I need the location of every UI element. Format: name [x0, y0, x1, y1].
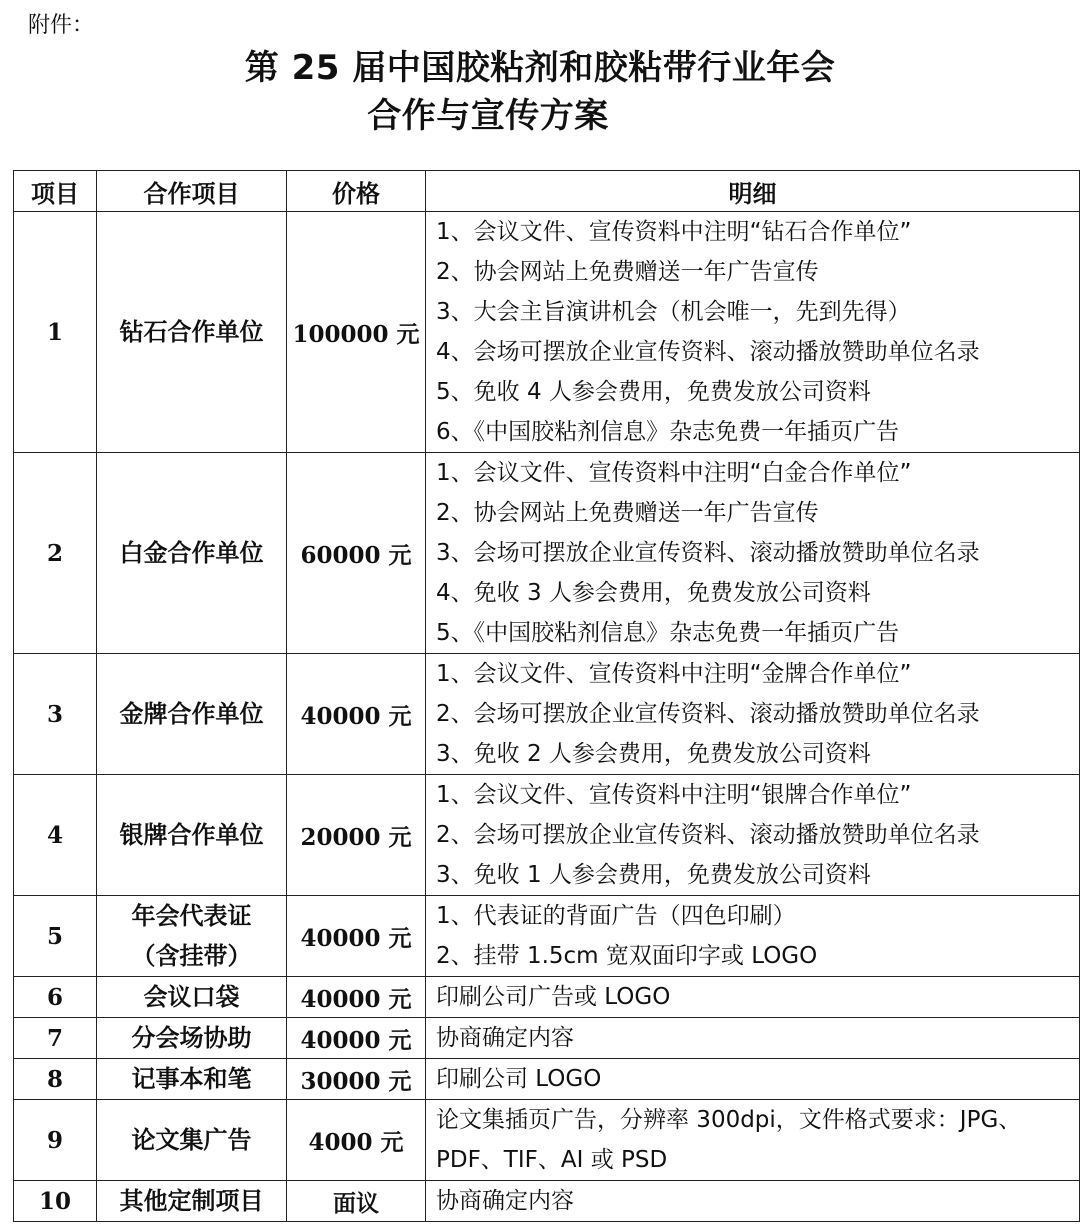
page-title: 第 25 届中国胶粘剂和胶粘带行业年会	[244, 48, 836, 88]
detail-line: 1、会议文件、宣传资料中注明“白金合作单位”	[436, 460, 912, 486]
table-row	[14, 775, 1080, 896]
detail-line: 5、《中国胶粘剂信息》杂志免费一年插页广告	[436, 620, 900, 646]
detail-line: 3、免收 2 人参会费用，免费发放公司资料	[436, 741, 871, 767]
table-row	[14, 654, 1080, 775]
row-price: 20000 元	[287, 775, 426, 896]
row-price: 60000 元	[287, 453, 426, 654]
detail-line: 1、会议文件、宣传资料中注明“银牌合作单位”	[436, 782, 912, 808]
row-item-name: 论文集广告	[97, 1100, 287, 1181]
header-price: 价格	[287, 171, 426, 212]
header-item-no: 项目	[14, 171, 97, 212]
table-row	[14, 1059, 1080, 1100]
row-price: 40000 元	[287, 977, 426, 1018]
detail-line: 论文集插页广告，分辨率 300dpi，文件格式要求：JPG、	[436, 1107, 1022, 1133]
row-details	[426, 977, 1080, 1018]
row-number: 8	[14, 1059, 97, 1100]
row-item-name: 会议口袋	[97, 977, 287, 1018]
row-price: 40000 元	[287, 896, 426, 977]
item-name-line: 年会代表证	[131, 902, 252, 930]
row-number: 6	[14, 977, 97, 1018]
row-item-name: 分会场协助	[97, 1018, 287, 1059]
row-price: 30000 元	[287, 1059, 426, 1100]
detail-line: 2、协会网站上免费赠送一年广告宣传	[436, 259, 819, 285]
table-row	[14, 212, 1080, 453]
row-number: 10	[14, 1181, 97, 1222]
detail-line: 3、会场可摆放企业宣传资料、滚动播放赞助单位名录	[436, 540, 980, 566]
table-row	[14, 977, 1080, 1018]
attachment-label: 附件：	[28, 13, 95, 38]
detail-line: PDF、TIF、AI 或 PSD	[436, 1147, 668, 1173]
detail-line: 2、协会网站上免费赠送一年广告宣传	[436, 500, 819, 526]
row-item-name: 银牌合作单位	[97, 775, 287, 896]
row-item-name: 记事本和笔	[97, 1059, 287, 1100]
row-item-name: 金牌合作单位	[97, 654, 287, 775]
row-number: 4	[14, 775, 97, 896]
detail-line: 2、挂带 1.5cm 宽双面印字或 LOGO	[436, 943, 818, 969]
row-price: 40000 元	[287, 654, 426, 775]
row-number: 9	[14, 1100, 97, 1181]
row-number: 7	[14, 1018, 97, 1059]
header-details: 明细	[426, 171, 1080, 212]
row-item-name: 钻石合作单位	[97, 212, 287, 453]
row-details	[426, 1018, 1080, 1059]
table-header-row	[14, 171, 1080, 212]
detail-line: 协商确定内容	[436, 1188, 574, 1214]
row-item-name: 白金合作单位	[97, 453, 287, 654]
table-row	[14, 453, 1080, 654]
table-row	[14, 1181, 1080, 1222]
row-number: 5	[14, 896, 97, 977]
row-details	[426, 1100, 1080, 1181]
row-item-name	[97, 896, 287, 977]
table-row	[14, 1100, 1080, 1181]
page-subtitle: 合作与宣传方案	[367, 96, 609, 136]
row-number: 3	[14, 654, 97, 775]
table-row	[14, 1018, 1080, 1059]
row-number: 2	[14, 453, 97, 654]
detail-line: 6、《中国胶粘剂信息》杂志免费一年插页广告	[436, 419, 900, 445]
row-details	[426, 896, 1080, 977]
detail-line: 3、免收 1 人参会费用，免费发放公司资料	[436, 862, 871, 888]
detail-line: 1、会议文件、宣传资料中注明“钻石合作单位”	[436, 219, 912, 245]
detail-line: 协商确定内容	[436, 1025, 574, 1051]
row-details	[426, 453, 1080, 654]
row-price: 4000 元	[287, 1100, 426, 1181]
detail-line: 1、会议文件、宣传资料中注明“金牌合作单位”	[436, 661, 912, 687]
row-details	[426, 1059, 1080, 1100]
detail-line: 4、免收 3 人参会费用，免费发放公司资料	[436, 580, 871, 606]
table-row	[14, 896, 1080, 977]
row-details	[426, 212, 1080, 453]
row-details	[426, 775, 1080, 896]
detail-line: 5、免收 4 人参会费用，免费发放公司资料	[436, 379, 871, 405]
detail-line: 2、会场可摆放企业宣传资料、滚动播放赞助单位名录	[436, 701, 980, 727]
header-item-name: 合作项目	[97, 171, 287, 212]
detail-line: 3、大会主旨演讲机会（机会唯一，先到先得）	[436, 299, 911, 325]
detail-line: 印刷公司 LOGO	[436, 1066, 602, 1092]
sponsorship-table	[13, 170, 1080, 1222]
row-item-name: 其他定制项目	[97, 1181, 287, 1222]
row-price: 40000 元	[287, 1018, 426, 1059]
detail-line: 4、会场可摆放企业宣传资料、滚动播放赞助单位名录	[436, 339, 980, 365]
row-number: 1	[14, 212, 97, 453]
detail-line: 印刷公司广告或 LOGO	[436, 984, 671, 1010]
row-price: 面议	[287, 1181, 426, 1222]
row-details	[426, 654, 1080, 775]
item-name-line: （含挂带）	[131, 942, 252, 970]
detail-line: 1、代表证的背面广告（四色印刷）	[436, 903, 796, 929]
row-price: 100000 元	[287, 212, 426, 453]
row-details	[426, 1181, 1080, 1222]
detail-line: 2、会场可摆放企业宣传资料、滚动播放赞助单位名录	[436, 822, 980, 848]
